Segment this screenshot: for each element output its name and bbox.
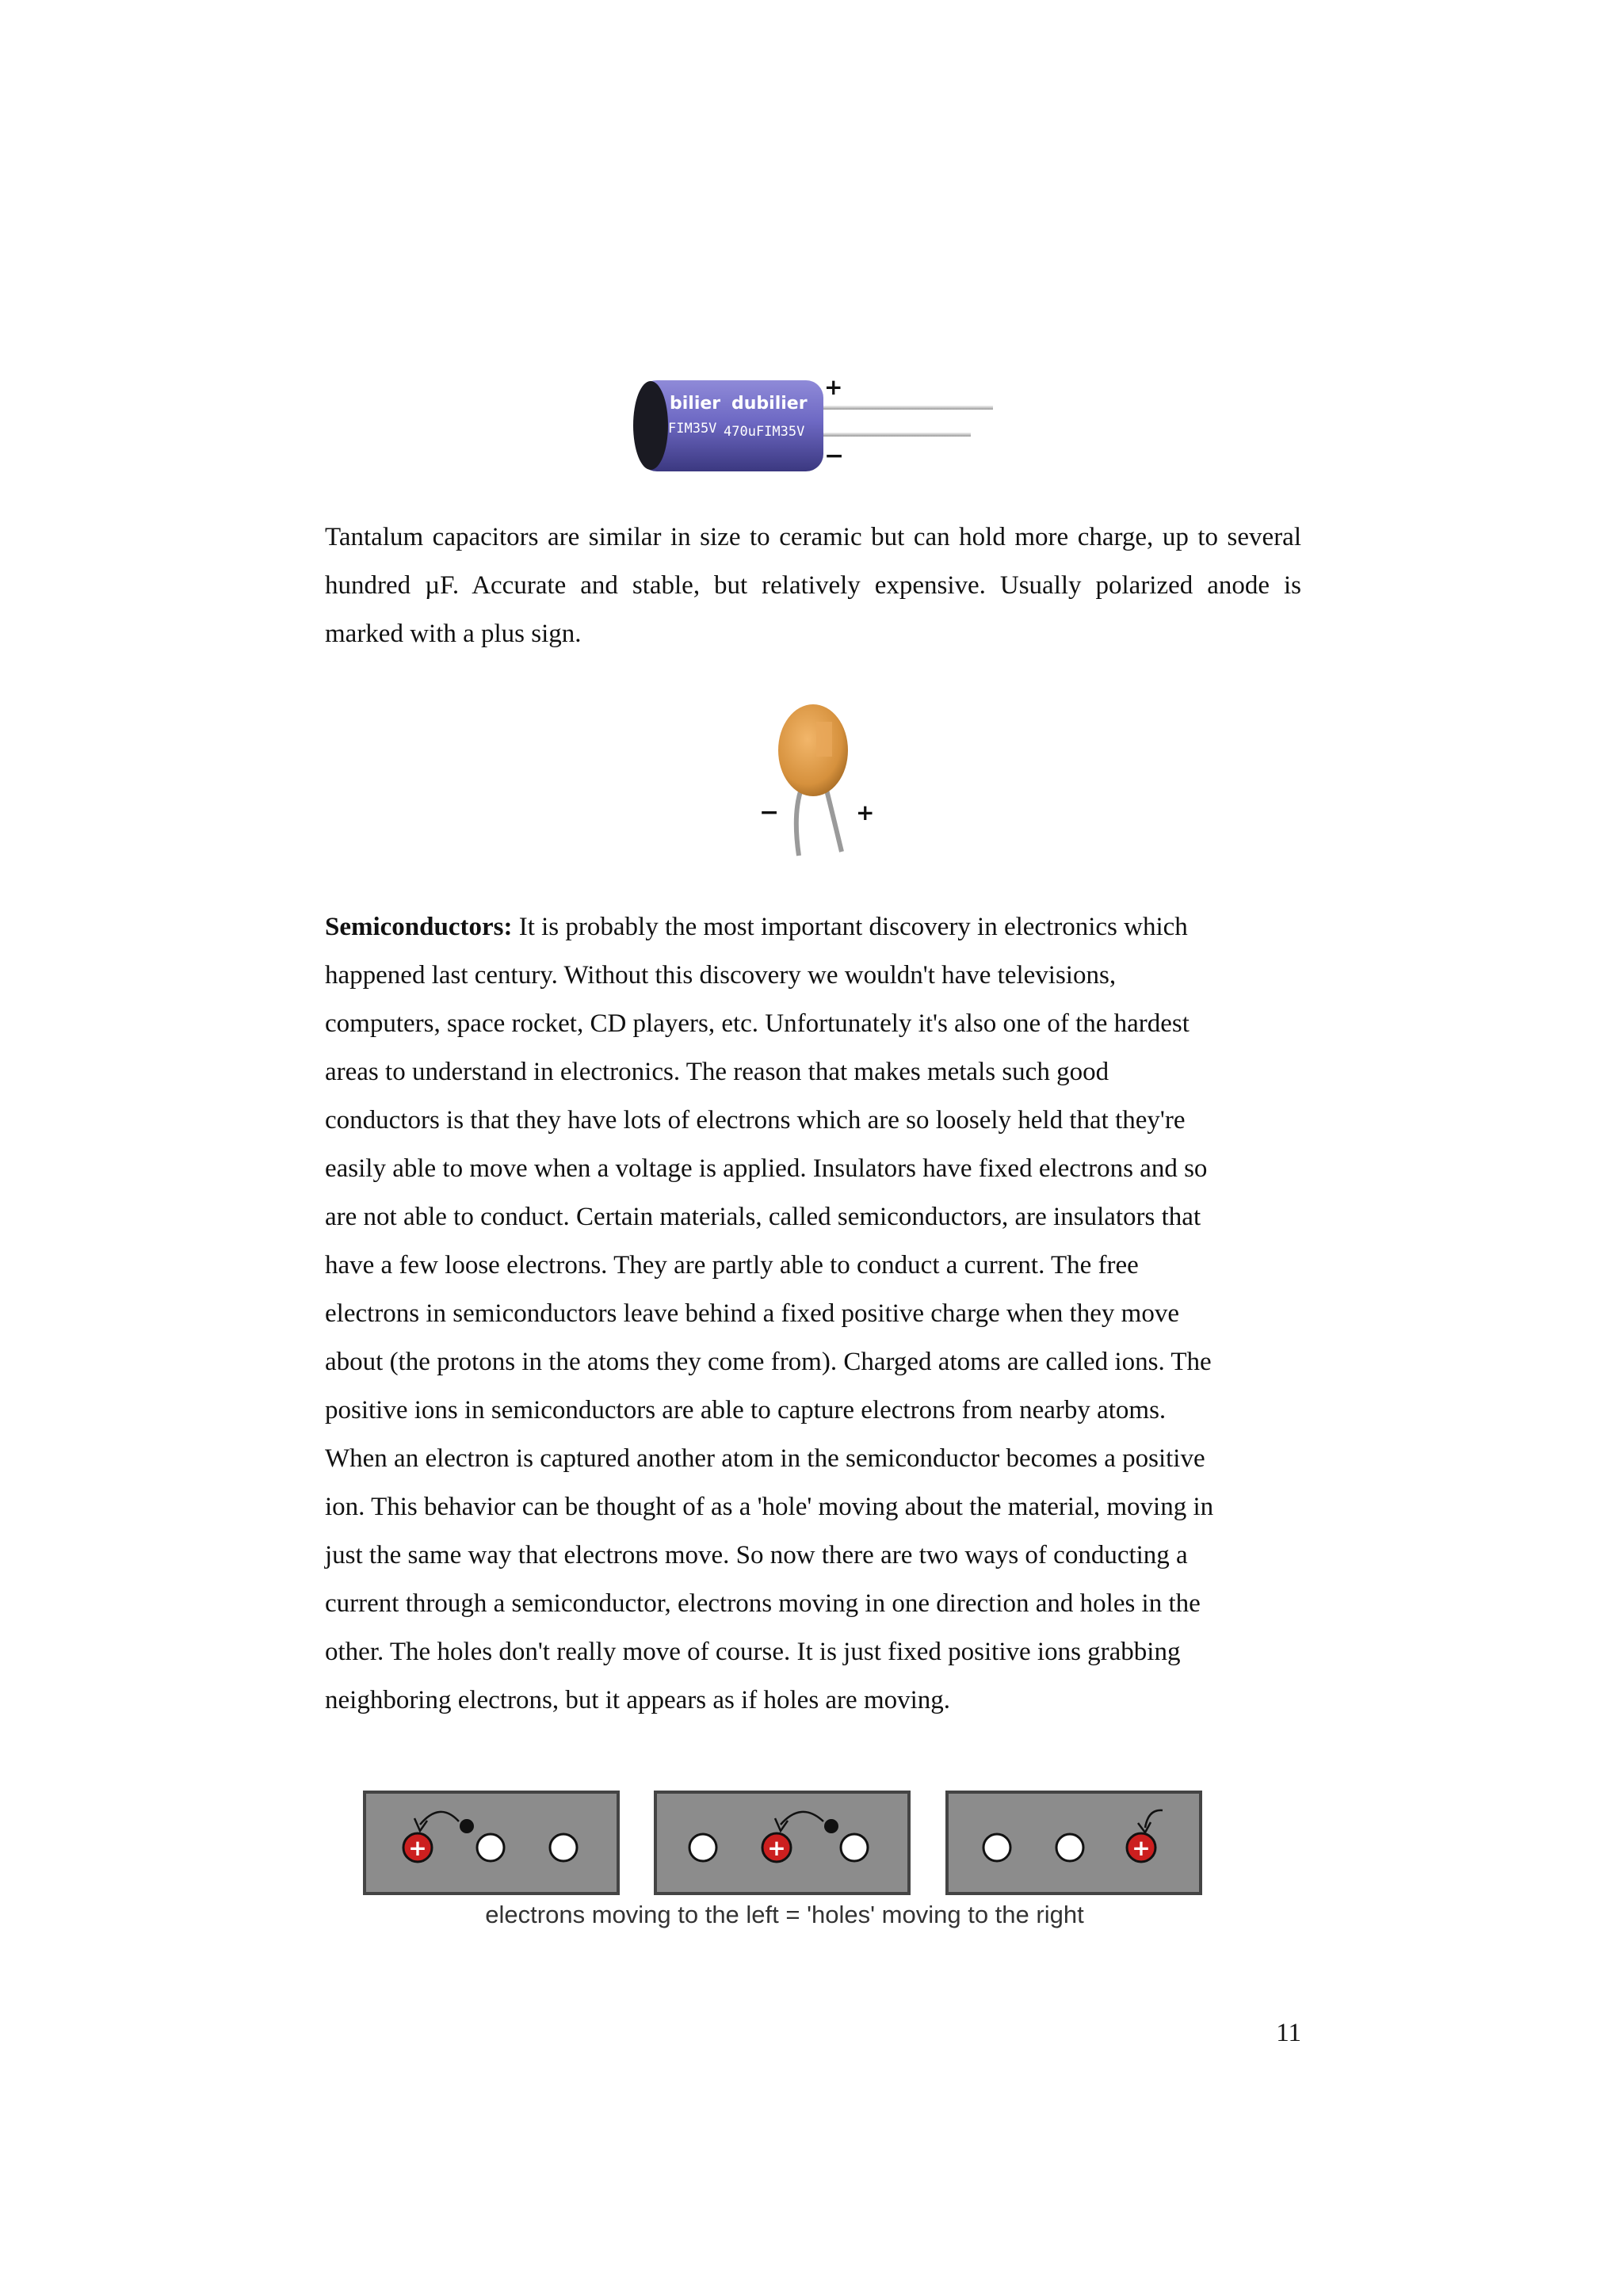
electron bbox=[460, 1819, 474, 1833]
semiconductors-line-9: electrons in semiconductors leave behind a fixed positive charge when they move bbox=[325, 1299, 1179, 1328]
hole bbox=[1056, 1834, 1083, 1861]
electrolytic-capacitor-figure bbox=[630, 364, 1002, 483]
hole bbox=[477, 1834, 504, 1861]
hole bbox=[841, 1834, 868, 1861]
ion-plus: + bbox=[408, 1835, 427, 1861]
capacitor-minus-sign: − bbox=[824, 442, 845, 470]
semiconductors-paragraph bbox=[325, 903, 1301, 1725]
semiconductors-line-1 bbox=[325, 903, 1301, 952]
semiconductors-line-6: easily able to move when a voltage is applied. Insulators have fixed electrons and so bbox=[325, 1154, 1208, 1183]
tantalum-paragraph: Tantalum capacitors are similar in size to ceramic but can hold more charge, up to several hundred µF. Accurate and stable, but relatively expensive. Usually polarized anode is marked with a plus sign. bbox=[325, 523, 1301, 648]
semiconductors-line-4: areas to understand in electronics. The reason that makes metals such good bbox=[325, 1058, 1109, 1086]
ion-plus: + bbox=[1132, 1835, 1151, 1861]
capacitor-rating-left: FIM35V bbox=[668, 421, 717, 437]
tantalum-lead-left bbox=[796, 787, 802, 856]
hole bbox=[550, 1834, 577, 1861]
ion-plus: + bbox=[767, 1835, 786, 1861]
semiconductors-line-16: other. The holes don't really move of course. It is just fixed positive ions grabbing bbox=[325, 1638, 1181, 1666]
capacitor-brand-right: dubilier bbox=[731, 394, 808, 414]
tantalum-minus-sign: − bbox=[759, 799, 780, 826]
capacitor-end-cap bbox=[633, 381, 668, 470]
holes-diagram bbox=[361, 1787, 1209, 1933]
holes-panel-3 bbox=[947, 1792, 1201, 1894]
tantalum-plus-sign: + bbox=[856, 799, 875, 826]
semiconductors-line-12: When an electron is captured another atom in the semiconductor becomes a positive bbox=[325, 1444, 1205, 1473]
semiconductors-line-2: happened last century. Without this discovery we wouldn't have televisions, bbox=[325, 961, 1117, 990]
semiconductors-line-14: just the same way that electrons move. So now there are two ways of conducting a bbox=[325, 1541, 1188, 1569]
semiconductors-line-17: neighboring electrons, but it appears as if holes are moving. bbox=[325, 1686, 951, 1714]
tantalum-body bbox=[778, 704, 848, 796]
semiconductors-line-13: ion. This behavior can be thought of as a 'hole' moving about the material, moving in bbox=[325, 1493, 1214, 1521]
tantalum-marking bbox=[816, 722, 832, 757]
capacitor-plus-sign: + bbox=[824, 374, 843, 400]
semiconductors-line-15: current through a semiconductor, electrons moving in one direction and holes in the bbox=[325, 1589, 1201, 1618]
capacitor-brand-left: bilier bbox=[670, 394, 721, 414]
holes-diagram-caption: electrons moving to the left = 'holes' moving to the right bbox=[485, 1901, 1084, 1928]
hole bbox=[689, 1834, 716, 1861]
capacitor-lead-negative bbox=[812, 433, 971, 437]
holes-panel-2 bbox=[655, 1792, 909, 1894]
semiconductors-line-3: computers, space rocket, CD players, etc. Unfortunately it's also one of the hardest bbox=[325, 1009, 1190, 1038]
tantalum-capacitor-figure bbox=[753, 693, 888, 864]
semiconductors-heading: Semiconductors: bbox=[325, 913, 513, 941]
hole bbox=[983, 1834, 1010, 1861]
semiconductors-line-1-text: It is probably the most important discovery in electronics which bbox=[512, 913, 1188, 941]
capacitor-rating-right: 470uFIM35V bbox=[724, 424, 805, 440]
semiconductors-line-11: positive ions in semiconductors are able to capture electrons from nearby atoms. bbox=[325, 1396, 1167, 1425]
semiconductors-line-10: about (the protons in the atoms they come from). Charged atoms are called ions. The bbox=[325, 1348, 1212, 1376]
semiconductors-line-7: are not able to conduct. Certain materials, called semiconductors, are insulators that bbox=[325, 1203, 1201, 1231]
tantalum-lead-right bbox=[826, 787, 842, 852]
semiconductors-line-5: conductors is that they have lots of electrons which are so loosely held that they're bbox=[325, 1106, 1186, 1135]
holes-panel-1 bbox=[365, 1792, 618, 1894]
electron bbox=[824, 1819, 838, 1833]
semiconductors-line-8: have a few loose electrons. They are partly able to conduct a current. The free bbox=[325, 1251, 1139, 1280]
page-number: 11 bbox=[1276, 2019, 1301, 2047]
capacitor-lead-positive bbox=[812, 406, 993, 410]
